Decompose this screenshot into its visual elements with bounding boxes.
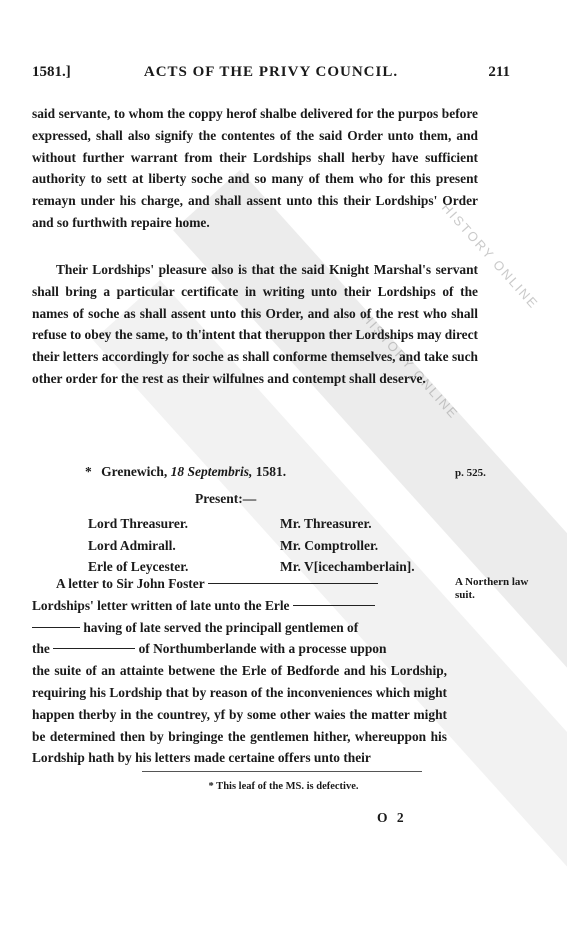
footnote-mark: * bbox=[85, 464, 92, 479]
letter-line bbox=[32, 573, 447, 595]
letter-line-text: having of late served the principall gentlemen of bbox=[83, 619, 359, 635]
attendee: Erle of Leycester. bbox=[88, 559, 189, 574]
attendee: Lord Threasurer. bbox=[88, 516, 189, 531]
letter-line-text: A letter to Sir John Foster bbox=[56, 576, 205, 591]
meeting-place: Grenewich, bbox=[101, 464, 168, 479]
letter-paragraph bbox=[32, 573, 447, 769]
margin-note: A Northern law suit. bbox=[455, 576, 529, 601]
attendee: Mr. Comptroller. bbox=[280, 537, 379, 553]
page-number: 211 bbox=[488, 64, 510, 80]
paragraph-1 bbox=[32, 103, 478, 234]
lacuna-blank bbox=[32, 627, 80, 628]
lacuna-blank bbox=[293, 605, 375, 606]
letter-line-text: the bbox=[32, 641, 50, 657]
paragraph-text: Their Lordships' pleasure also is that the said Knight Marshal's servant shall bring a particular certificate in writing unto their Lordships of the names of soche as shall assent unto this Order, and also of the rest who shall refuse to obey the same, to th'intent that theruppon ther Lordships may direct their letters accordingly for soche as shall conforme themselves, and take such other order for the rest as their wilfulnes and contempt shall deserve. bbox=[32, 262, 478, 386]
paragraph-2 bbox=[32, 259, 478, 390]
watermark-text: HISTORY ONLINE bbox=[438, 200, 542, 312]
letter-line-text: of Northumberlande with a processe uppon bbox=[138, 641, 387, 657]
paragraph-text: said servante, to whom the coppy herof shalbe delivered for the purpos before expressed, shall also signify the contentes of the said Order unto them, and without further warrant from their Lordships shall herby have sufficient authority to sett at liberty soche and so many of them who for this present remayn under his charge, and shall assent unto this their Lordships' Order and so furthwith repaire home. bbox=[32, 106, 478, 230]
lacuna-blank bbox=[53, 648, 135, 649]
letter-line bbox=[32, 617, 447, 639]
manuscript-page-ref: p. 525. bbox=[455, 467, 486, 479]
meeting-year: 1581. bbox=[255, 464, 287, 479]
attendee: Lord Admirall. bbox=[88, 537, 176, 553]
meeting-dateline bbox=[85, 464, 286, 480]
attendee: Mr. V[icechamberlain]. bbox=[280, 559, 415, 574]
letter-line-text: Lordships' letter written of late unto the Erle bbox=[32, 597, 290, 613]
letter-line bbox=[32, 638, 447, 660]
header-title: ACTS OF THE PRIVY COUNCIL. bbox=[143, 64, 399, 80]
signature-mark: O 2 bbox=[377, 810, 407, 825]
header-year: 1581.] bbox=[32, 64, 71, 80]
letter-rest: the suite of an attainte betwene the Erle of Bedforde and his Lordship, requiring his Lordship that by reason of the inconveniences which might happen therby in the countrey, yf by some other waies the matter might be determined then by bringinge the gentlemen hither, whereuppon his Lordship hath by his letters made certaine offers unto their bbox=[32, 663, 447, 766]
meeting-date: 18 Septembris, bbox=[170, 464, 253, 479]
present-label: Present:— bbox=[195, 491, 257, 506]
footnote-rule bbox=[142, 771, 422, 772]
running-header bbox=[32, 64, 510, 86]
watermark-text: HISTORY ONLINE bbox=[358, 310, 462, 422]
attendees-left bbox=[88, 513, 188, 578]
attendees-right bbox=[280, 513, 415, 578]
footnote: * This leaf of the MS. is defective. bbox=[208, 781, 359, 792]
letter-line bbox=[32, 595, 447, 617]
lacuna-blank bbox=[208, 583, 378, 584]
attendee: Mr. Threasurer. bbox=[280, 516, 372, 531]
